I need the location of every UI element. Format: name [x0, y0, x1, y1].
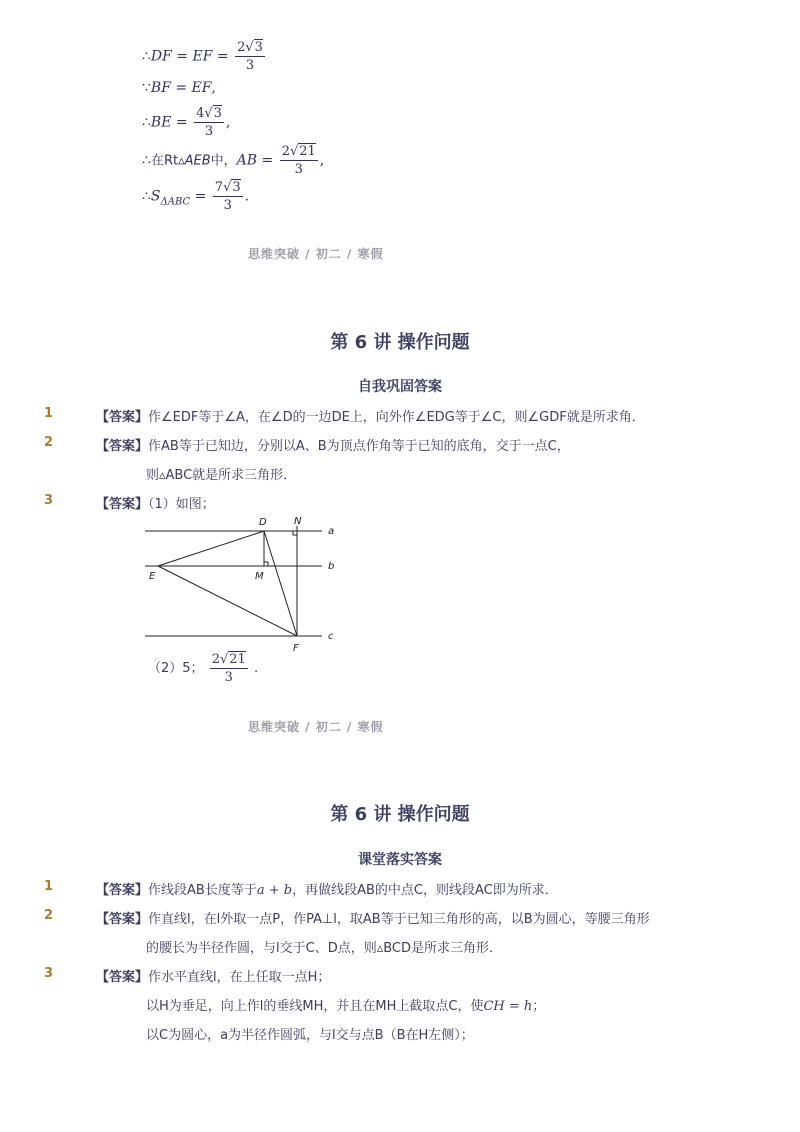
- answer-continuation: 以C为圆心，a为半径作圆弧，与l交与点B（B在H左侧）；: [146, 1028, 474, 1043]
- fraction: $\frac{2√21}{3}$: [281, 144, 316, 177]
- answer-line: 【答案】（1）如图；: [96, 497, 215, 512]
- lecture-title: 第 6 讲 操作问题: [330, 804, 470, 825]
- right-angle-mark: [264, 562, 268, 566]
- math-line-1: ∴DF = EF = $\frac{2√3}{3}$: [142, 40, 263, 73]
- answer-line: 【答案】作线段AB长度等于a + b，再做线段AB的中点C，则线段AC即为所求．: [96, 883, 558, 898]
- math-line-5: $\therefore S_{\Delta ABC}$ = $\frac{7√3}{3}$ .: [142, 180, 250, 213]
- lecture-title: 第 6 讲 操作问题: [330, 332, 470, 353]
- answer-line: 【答案】作AB等于已知边，分别以A、B为顶点作角等于已知的底角，交于一点C，: [96, 439, 570, 454]
- label-M: M: [255, 571, 264, 582]
- label-N: N: [294, 516, 302, 527]
- answer-line: 【答案】作直线l，在l外取一点P，作PA⊥l，取AB等于已知三角形的高，以B为圆心，等腰三角形: [96, 912, 650, 927]
- fraction: $\frac{7√3}{3}$: [214, 180, 241, 213]
- question-number: 3: [44, 493, 54, 508]
- fraction: $\frac{2√21}{3}$: [211, 652, 246, 685]
- label-a: a: [328, 526, 335, 537]
- question-number: 1: [44, 879, 54, 894]
- fraction: $\frac{4√3}{3}$: [196, 106, 222, 139]
- question-number: 2: [44, 908, 54, 923]
- segment-ED: [158, 531, 264, 566]
- label-E: E: [149, 571, 156, 582]
- page-footer: 思维突破 / 初二 / 寒假: [248, 247, 384, 261]
- answer-continuation: 的腰长为半径作圆，与l交于C、D点，则▵BCD是所求三角形．: [146, 941, 503, 956]
- fraction: $\frac{2√3}{3}$: [237, 40, 263, 73]
- question-number: 3: [44, 966, 54, 981]
- section-subtitle: 自我巩固答案: [358, 379, 442, 395]
- answer-line: 【答案】作水平直线l，在上任取一点H；: [96, 970, 331, 985]
- page-footer: 思维突破 / 初二 / 寒假: [248, 720, 384, 734]
- question-number: 1: [44, 406, 54, 421]
- label-c: c: [328, 631, 334, 642]
- label-F: F: [293, 643, 299, 654]
- label-b: b: [328, 561, 335, 572]
- geometry-figure: [140, 508, 350, 658]
- answer-line: 【答案】作∠EDF等于∠A，在∠D的一边DE上，向外作∠EDG等于∠C，则∠GDF就是所求角．: [96, 410, 645, 425]
- label-D: D: [259, 517, 267, 528]
- math-line-3: ∴BE = $\frac{4√3}{3}$ ,: [142, 106, 231, 139]
- right-angle-mark: [293, 531, 297, 535]
- segment-DF: [264, 531, 297, 636]
- math-line-4: ∴在Rt▵AEB中，AB = $\frac{2√21}{3}$ ,: [142, 144, 325, 177]
- answer-continuation: 则▵ABC就是所求三角形．: [146, 468, 297, 483]
- answer-part2: （2）5； $\frac{2√21}{3}$ .: [148, 652, 259, 685]
- answer-continuation: 以H为垂足，向上作l的垂线MH，并且在MH上截取点C，使CH = h；: [146, 999, 546, 1014]
- section-subtitle: 课堂落实答案: [358, 852, 442, 868]
- math-line-2: ∵BF = EF,: [142, 80, 216, 96]
- question-number: 2: [44, 435, 54, 450]
- segment-EF: [158, 566, 297, 636]
